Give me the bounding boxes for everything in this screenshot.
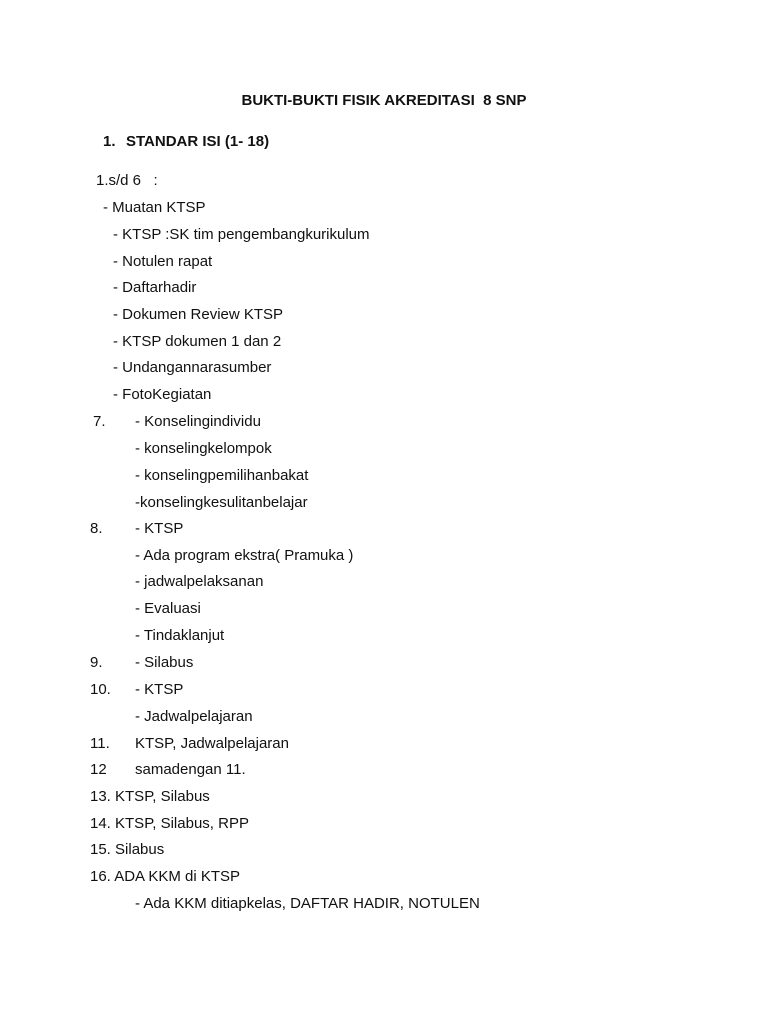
list-item: - Notulen rapat [113,253,213,270]
list-item: - Evaluasi [135,600,201,617]
list-item: - konselingkelompok [135,440,272,457]
intro-line: 1.s/d 6 : [96,172,158,189]
list-item: - Daftarhadir [113,279,197,296]
list-item: - KTSP dokumen 1 dan 2 [113,333,282,350]
list-item: - Tindaklanjut [135,627,225,644]
list-item: samadengan 11. [135,761,246,778]
item-number: 8. [90,520,103,537]
section-title: STANDAR ISI (1- 18) [126,133,270,150]
list-item: - Undangannarasumber [113,359,272,376]
list-item: - KTSP [135,520,184,537]
group-heading: - Muatan KTSP [103,199,206,216]
section-heading [103,133,269,150]
list-item: - Ada program ekstra( Pramuka ) [135,547,354,564]
list-item: - Jadwalpelajaran [135,708,253,725]
list-item: KTSP, Jadwalpelajaran [135,735,289,752]
item-number: 12 [90,761,107,778]
document-title: BUKTI-BUKTI FISIK AKREDITASI 8 SNP [241,92,527,109]
list-item: - Ada KKM ditiapkelas, DAFTAR HADIR, NOTULEN [135,895,480,912]
list-item: - KTSP :SK tim pengembangkurikulum [113,226,370,243]
list-item: -konselingkesulitanbelajar [135,494,308,511]
list-item: - jadwalpelaksanan [135,573,264,590]
section-number: 1. [103,133,116,150]
list-item: 14. KTSP, Silabus, RPP [90,815,249,832]
item-number: 11. [90,735,110,752]
list-item: - Konselingindividu [135,413,261,430]
item-number: 9. [90,654,103,671]
list-item: - FotoKegiatan [113,386,212,403]
list-item: - KTSP [135,681,184,698]
list-item: - Dokumen Review KTSP [113,306,284,323]
list-item: 13. KTSP, Silabus [90,788,210,805]
list-item: 15. Silabus [90,841,165,858]
list-item: 16. ADA KKM di KTSP [90,868,241,885]
item-number: 10. [90,681,111,698]
list-item: - Silabus [135,654,194,671]
item-number: 7. [93,413,106,430]
list-item: - konselingpemilihanbakat [135,467,309,484]
